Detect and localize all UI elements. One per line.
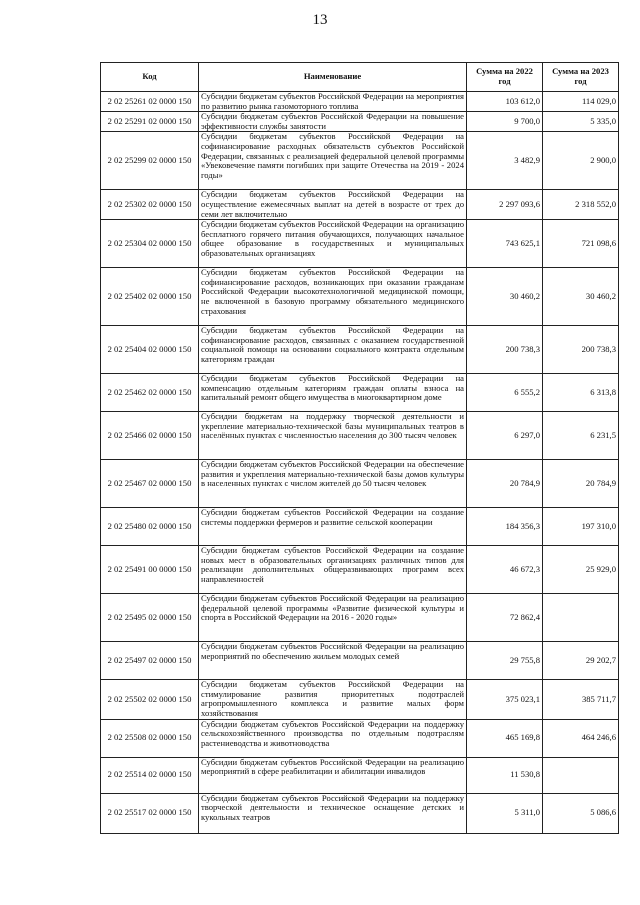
code-cell: 2 02 25466 02 0000 150: [101, 412, 199, 460]
header-year-2022: Сумма на 2022 год: [467, 63, 543, 92]
table-row: [101, 546, 619, 594]
code-cell: 2 02 25302 02 0000 150: [101, 190, 199, 220]
code-cell: 2 02 25467 02 0000 150: [101, 460, 199, 508]
amount-2022-cell: 103 612,0: [467, 92, 543, 112]
table-row: [101, 719, 619, 757]
table-row: [101, 757, 619, 793]
table-row: [101, 220, 619, 268]
name-cell: Субсидии бюджетам субъектов Российской Федерации на поддержку творческой деятельности и техническое оснащение детских и кукольных театров: [199, 793, 467, 833]
code-cell: 2 02 25508 02 0000 150: [101, 719, 199, 757]
table-row: [101, 132, 619, 190]
name-cell: Субсидии бюджетам субъектов Российской Федерации на создание системы поддержки фермеров и развитие сельской кооперации: [199, 508, 467, 546]
name-cell: Субсидии бюджетам субъектов Российской Федерации на мероприятия по развитию рынка газомоторного топлива: [199, 92, 467, 112]
amount-2022-cell: 11 530,8: [467, 757, 543, 793]
code-cell: 2 02 25502 02 0000 150: [101, 680, 199, 719]
amount-2023-cell: 25 929,0: [543, 546, 619, 594]
table-row: [101, 92, 619, 112]
amount-2022-cell: 29 755,8: [467, 642, 543, 680]
name-cell: Субсидии бюджетам субъектов Российской Федерации на повышение эффективности службы занятости: [199, 112, 467, 132]
amount-2022-cell: 375 023,1: [467, 680, 543, 719]
table-row: [101, 374, 619, 412]
amount-2022-cell: 72 862,4: [467, 594, 543, 642]
amount-2023-cell: 464 246,6: [543, 719, 619, 757]
code-cell: 2 02 25517 02 0000 150: [101, 793, 199, 833]
budget-table: [100, 62, 619, 834]
amount-2023-cell: 200 738,3: [543, 326, 619, 374]
amount-2023-cell: 2 318 552,0: [543, 190, 619, 220]
code-cell: 2 02 25491 00 0000 150: [101, 546, 199, 594]
code-cell: 2 02 25304 02 0000 150: [101, 220, 199, 268]
code-cell: 2 02 25404 02 0000 150: [101, 326, 199, 374]
amount-2023-cell: 385 711,7: [543, 680, 619, 719]
code-cell: 2 02 25402 02 0000 150: [101, 268, 199, 326]
amount-2023-cell: 29 202,7: [543, 642, 619, 680]
amount-2023-cell: 30 460,2: [543, 268, 619, 326]
table-row: [101, 594, 619, 642]
table-header-row: [101, 63, 619, 92]
amount-2023-cell: 5 086,6: [543, 793, 619, 833]
name-cell: Субсидии бюджетам субъектов Российской Федерации на стимулирование развития приоритетных подотраслей агропромышленного комплекса и развитие малых форм хозяйствования: [199, 680, 467, 719]
table-row: [101, 112, 619, 132]
amount-2022-cell: 3 482,9: [467, 132, 543, 190]
name-cell: Субсидии бюджетам субъектов Российской Федерации на софинансирование расходов, связанных с оказанием государственной социальной помощи на основании социального контракта отдельным категориям граждан: [199, 326, 467, 374]
amount-2023-cell: 197 310,0: [543, 508, 619, 546]
header-code: Код: [101, 63, 199, 92]
amount-2022-cell: 5 311,0: [467, 793, 543, 833]
name-cell: Субсидии бюджетам субъектов Российской Федерации на компенсацию отдельным категориям граждан оплаты взноса на капитальный ремонт общего имущества в многоквартирном доме: [199, 374, 467, 412]
name-cell: Субсидии бюджетам субъектов Российской Федерации на осуществление ежемесячных выплат на детей в возрасте от трех до семи лет включительно: [199, 190, 467, 220]
amount-2022-cell: 465 169,8: [467, 719, 543, 757]
name-cell: Субсидии бюджетам субъектов Российской Федерации на поддержку сельскохозяйственного производства по отдельным подотраслям растениеводства и животноводства: [199, 719, 467, 757]
amount-2023-cell: 6 313,8: [543, 374, 619, 412]
amount-2022-cell: 46 672,3: [467, 546, 543, 594]
table-row: [101, 680, 619, 719]
code-cell: 2 02 25497 02 0000 150: [101, 642, 199, 680]
amount-2023-cell: 2 900,0: [543, 132, 619, 190]
amount-2022-cell: 9 700,0: [467, 112, 543, 132]
code-cell: 2 02 25261 02 0000 150: [101, 92, 199, 112]
name-cell: Субсидии бюджетам субъектов Российской Федерации на реализацию мероприятий в сфере реабилитации и абилитации инвалидов: [199, 757, 467, 793]
code-cell: 2 02 25495 02 0000 150: [101, 594, 199, 642]
code-cell: 2 02 25514 02 0000 150: [101, 757, 199, 793]
header-year-2023: Сумма на 2023 год: [543, 63, 619, 92]
name-cell: Субсидии бюджетам субъектов Российской Федерации на создание новых мест в образовательных организациях различных типов для реализации дополнительных общеразвивающих программ всех направленностей: [199, 546, 467, 594]
code-cell: 2 02 25462 02 0000 150: [101, 374, 199, 412]
code-cell: 2 02 25299 02 0000 150: [101, 132, 199, 190]
amount-2022-cell: 200 738,3: [467, 326, 543, 374]
amount-2023-cell: 114 029,0: [543, 92, 619, 112]
name-cell: Субсидии бюджетам субъектов Российской Федерации на реализацию мероприятий по обеспечению жильем молодых семей: [199, 642, 467, 680]
amount-2023-cell: 5 335,0: [543, 112, 619, 132]
amount-2023-cell: [543, 757, 619, 793]
page-number: 13: [312, 12, 328, 28]
amount-2022-cell: 184 356,3: [467, 508, 543, 546]
amount-2022-cell: 20 784,9: [467, 460, 543, 508]
amount-2023-cell: 20 784,9: [543, 460, 619, 508]
table-body: [101, 92, 619, 834]
amount-2022-cell: 6 297,0: [467, 412, 543, 460]
table-row: [101, 412, 619, 460]
amount-2022-cell: 743 625,1: [467, 220, 543, 268]
name-cell: Субсидии бюджетам субъектов Российской Федерации на софинансирование расходов, возникающих при оказании гражданам Российской Федерации высокотехнологичной медицинской помощи, не включенной в базовую программу обязательного медицинского страхования: [199, 268, 467, 326]
code-cell: 2 02 25291 02 0000 150: [101, 112, 199, 132]
name-cell: Субсидии бюджетам субъектов Российской Федерации на софинансирование расходных обязательств субъектов Российской Федерации, связанных с реализацией федеральной целевой программы «Увековечение памяти погибших при защите Отечества на 2019 - 2024 годы»: [199, 132, 467, 190]
amount-2023-cell: [543, 594, 619, 642]
amount-2023-cell: 721 098,6: [543, 220, 619, 268]
name-cell: Субсидии бюджетам субъектов Российской Федерации на организацию бесплатного горячего питания обучающихся, получающих начальное общее образование в государственных и муниципальных образовательных организациях: [199, 220, 467, 268]
table-row: [101, 793, 619, 833]
code-cell: 2 02 25480 02 0000 150: [101, 508, 199, 546]
table-row: [101, 642, 619, 680]
name-cell: Субсидии бюджетам субъектов Российской Федерации на обеспечение развития и укрепления материально-технической базы домов культуры в населенных пунктах с числом жителей до 50 тысяч человек: [199, 460, 467, 508]
header-name: Наименование: [199, 63, 467, 92]
amount-2022-cell: 30 460,2: [467, 268, 543, 326]
table-row: [101, 460, 619, 508]
table-row: [101, 508, 619, 546]
amount-2022-cell: 6 555,2: [467, 374, 543, 412]
name-cell: Субсидии бюджетам на поддержку творческой деятельности и укрепление материально-технической базы муниципальных театров в населённых пунктах с численностью населения до 300 тысяч человек: [199, 412, 467, 460]
amount-2022-cell: 2 297 093,6: [467, 190, 543, 220]
name-cell: Субсидии бюджетам субъектов Российской Федерации на реализацию федеральной целевой программы «Развитие физической культуры и спорта в Российской Федерации на 2016 - 2020 годы»: [199, 594, 467, 642]
table-row: [101, 190, 619, 220]
table-row: [101, 326, 619, 374]
table-row: [101, 268, 619, 326]
amount-2023-cell: 6 231,5: [543, 412, 619, 460]
